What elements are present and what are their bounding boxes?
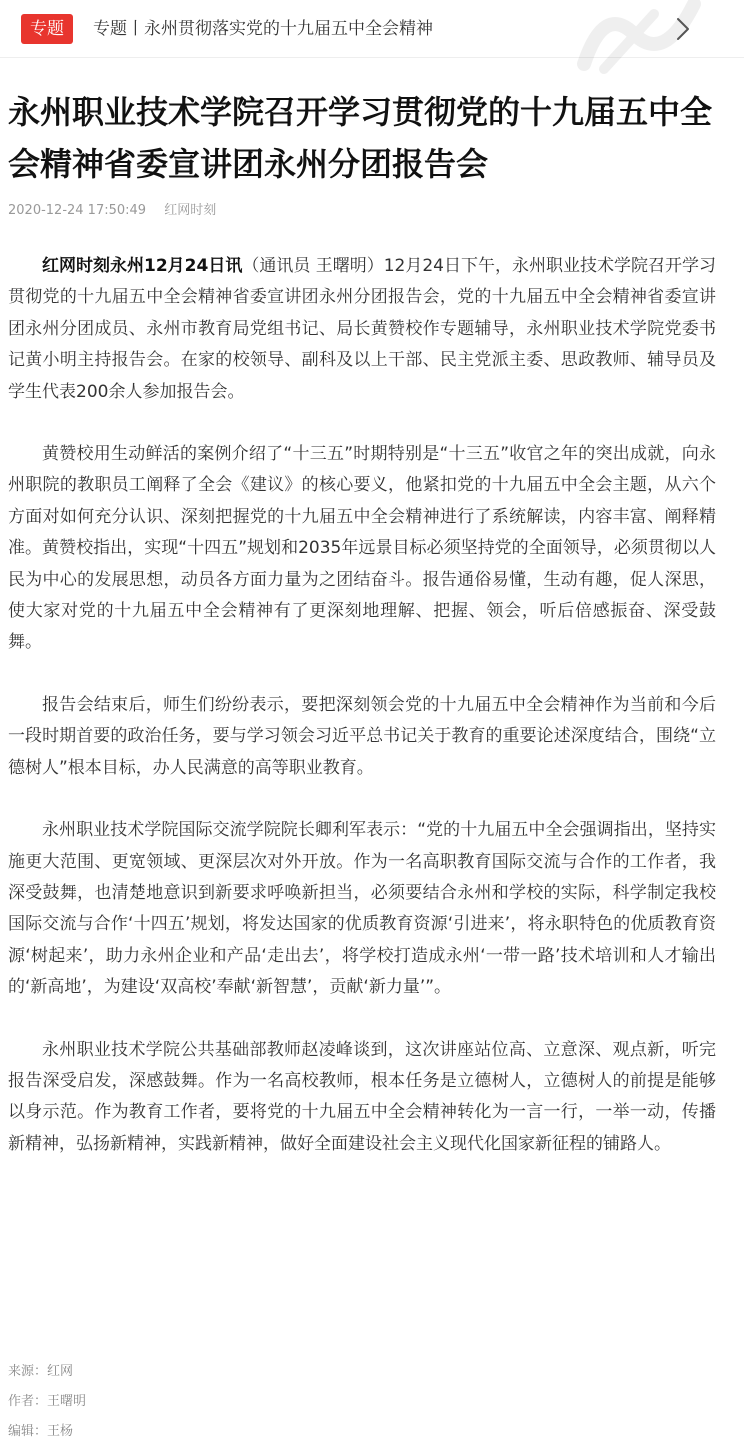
topic-bar[interactable] [0,0,744,58]
topic-link-text[interactable]: 专题丨永州贯彻落实党的十九届五中全会精神 [93,19,433,39]
lead-dateline: 红网时刻永州12月24日讯 [42,256,243,276]
publish-date: 2020-12-24 17:50:49 [8,203,147,218]
article-paragraph: 黄赞校用生动鲜活的案例介绍了“十三五”时期特别是“十三五”收官之年的突出成就，向永州职院的教职员工阐释了全会《建议》的核心要义，他紧扣党的十九届五中全会主题，从六个方面对如何充分认识、深刻把握党的十九届五中全会精神进行了系统解读，内容丰富、阐释精准。黄赞校指出，实现“十四五”规划和2035年远景目标必须坚持党的全面领导，必须贯彻以人民为中心的发展思想，动员各方面力量为之团结奋斗。报告通俗易懂，生动有趣，促人深思，使大家对党的十九届五中全会精神有了更深刻地理解、把握、领会，听后倍感振奋、深受鼓舞。 [8,444,716,653]
article-meta [8,201,216,221]
article-paragraph: 永州职业技术学院国际交流学院院长卿利军表示：“党的十九届五中全会强调指出，坚持实施更大范围、更宽领域、更深层次对外开放。作为一名高职教育国际交流与合作的工作者，我深受鼓舞，也清楚地意识到新要求呼唤新担当，必须要结合永州和学校的实际，科学制定我校国际交流与合作‘十四五’规划，将发达国家的优质教育资源‘引进来’，将永职特色的优质教育资源‘树起来’，助力永州企业和产品‘走出去’，将学校打造成永州‘一带一路’技术培训和人才输出的‘新高地’，为建设‘双高校’奉献‘新智慧’，贡献‘新力量’”。 [8,820,716,998]
article-credits [8,1357,86,1447]
article-paragraph: 永州职业技术学院公共基础部教师赵凌峰谈到，这次讲座站位高、立意深、观点新，听完报告深受启发，深感鼓舞。作为一名高校教师，根本任务是立德树人，立德树人的前提是能够以身示范。作为教育工作者，要将党的十九届五中全会精神转化为一言一行，一举一动，传播新精神，弘扬新精神，实践新精神，做好全面建设社会主义现代化国家新征程的铺路人。 [8,1039,716,1154]
credit-editor: 编辑：王杨 [8,1424,74,1439]
credit-author: 作者：王曙明 [8,1394,87,1409]
article-title: 永州职业技术学院召开学习贯彻党的十九届五中全会精神省委宣讲团永州分团报告会 [8,93,713,183]
source-name: 红网时刻 [164,203,217,218]
article-body [8,251,716,1191]
credit-source: 来源：红网 [8,1364,74,1379]
paragraph-text: （通讯员 王曙明）12月24日下午，永州职业技术学院召开学习贯彻党的十九届五中全会精神省委宣讲团永州分团报告会，党的十九届五中全会精神省委宣讲团永州分团成员、永州市教育局党组书记、局长黄赞校作专题辅导，永州职业技术学院党委书记黄小明主持报告会。在家的校领导、副科及以上干部、民主党派主委、思政教师、辅导员及学生代表200余人参加报告会。 [8,256,716,402]
article-paragraph [8,251,716,408]
article-paragraph: 报告会结束后，师生们纷纷表示，要把深刻领会党的十九届五中全会精神作为当前和今后一段时期首要的政治任务，要与学习领会习近平总书记关于教育的重要论述深度结合，围绕“立德树人”根本目标，办人民满意的高等职业教育。 [8,694,716,778]
topic-badge: 专题 [21,14,73,44]
chevron-right-icon[interactable] [672,14,694,44]
